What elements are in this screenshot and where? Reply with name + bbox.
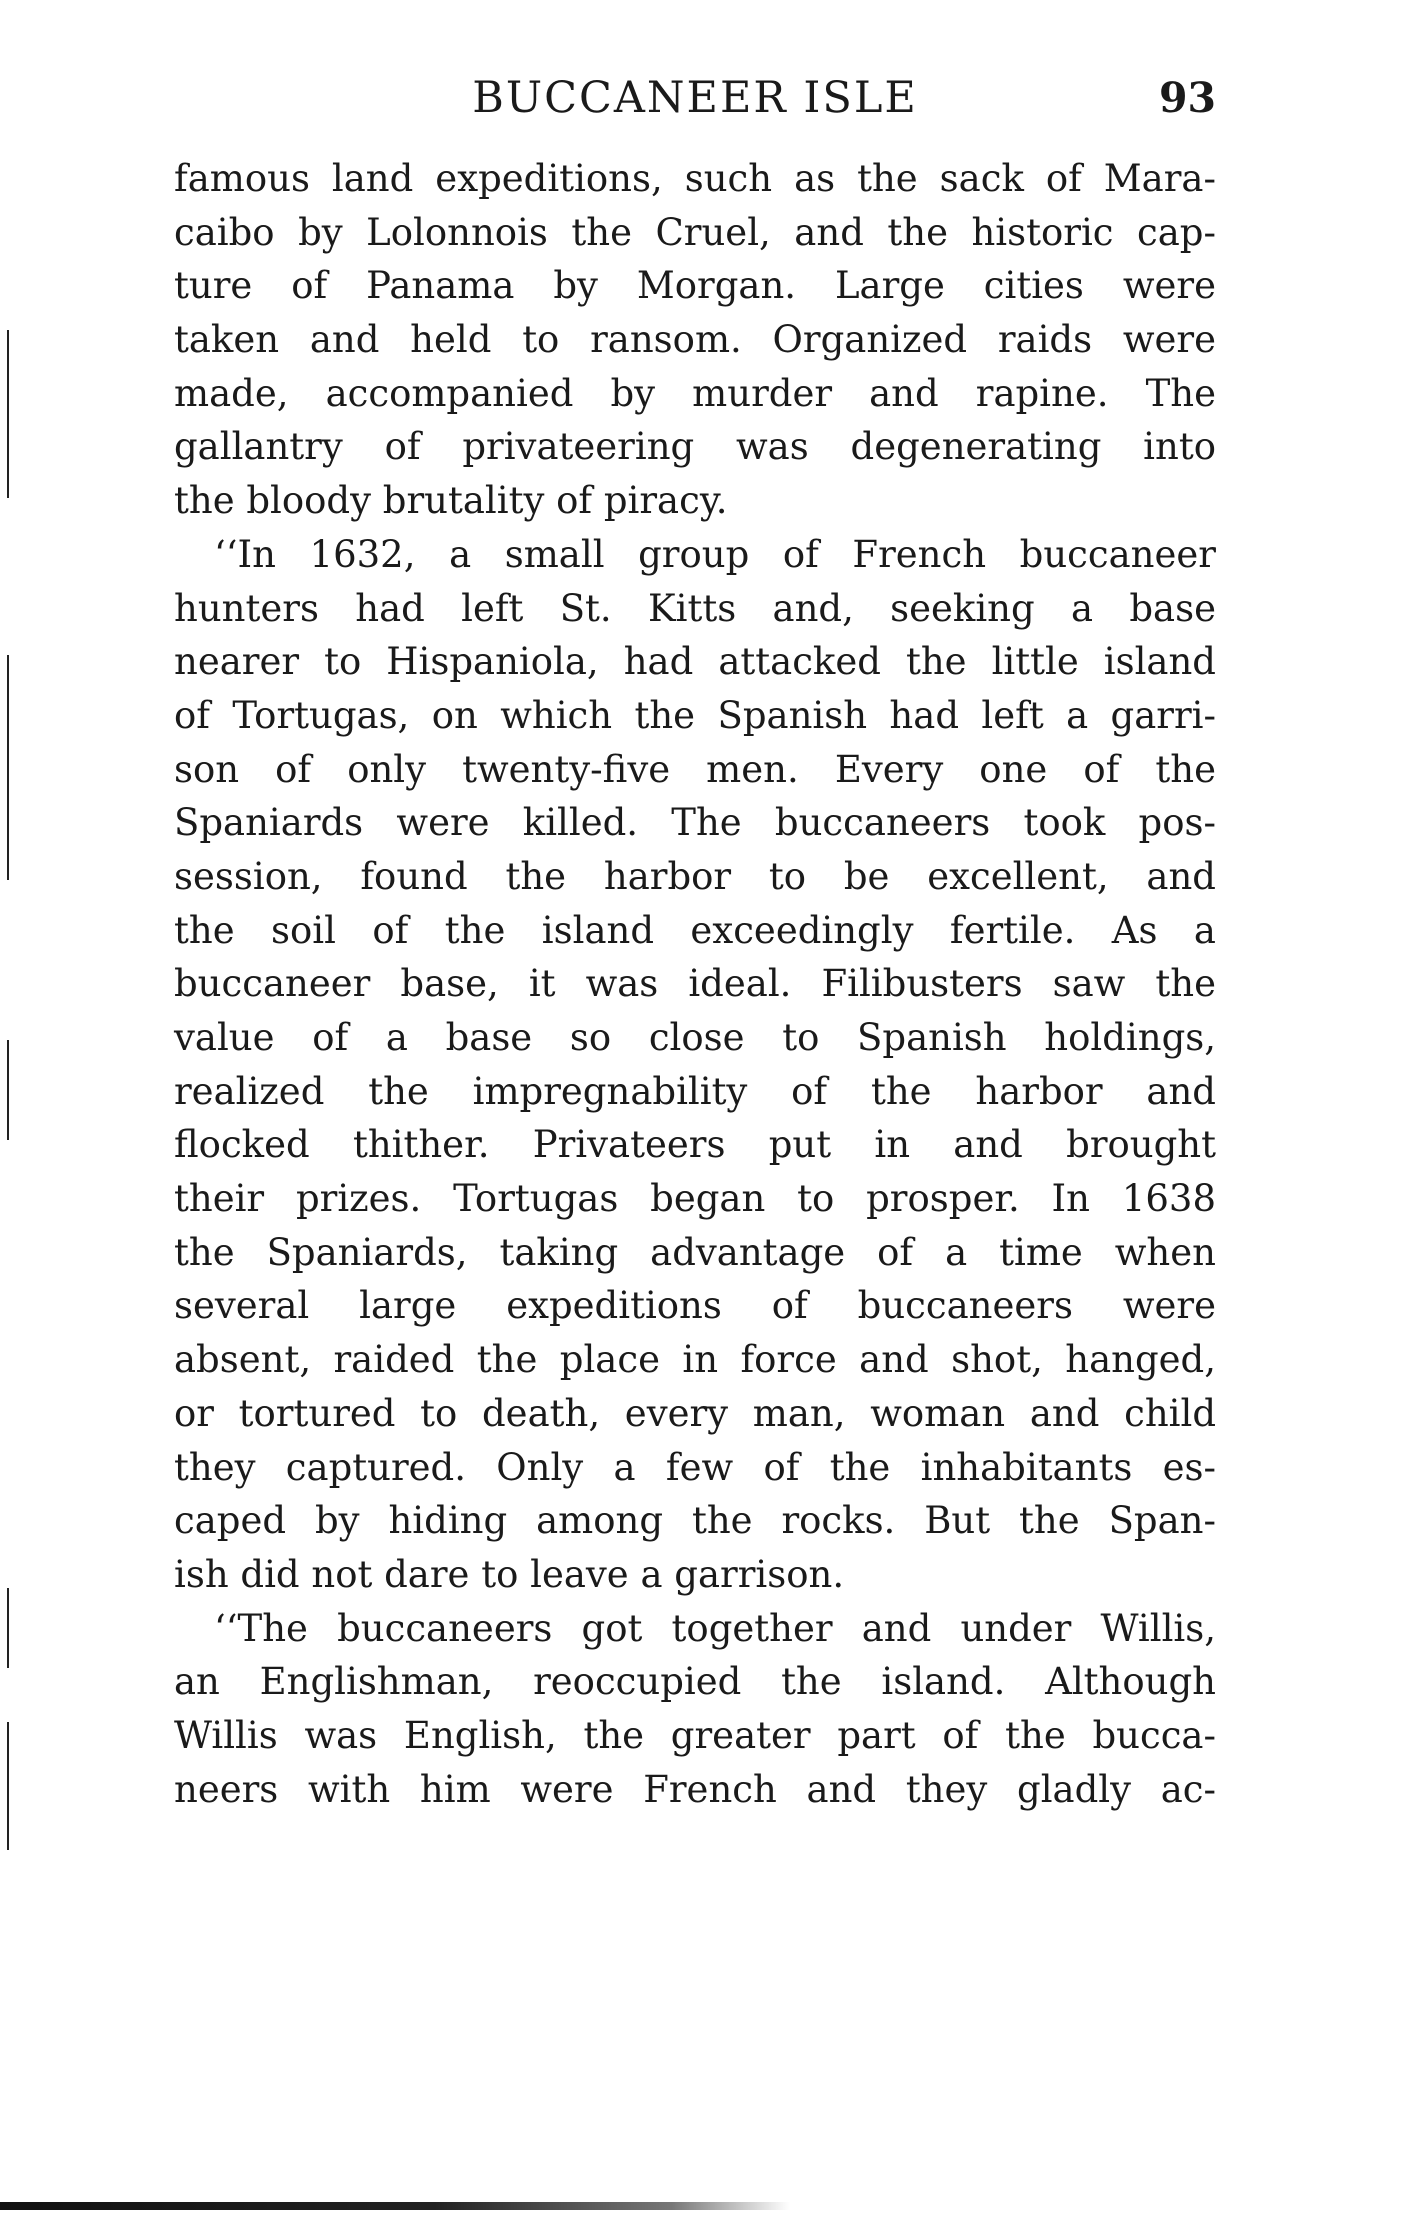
text-line: an Englishman, reoccupied the island. Although: [174, 1660, 1216, 1704]
scan-margin-mark: [7, 330, 9, 498]
scan-margin-mark: [7, 1588, 9, 1668]
text-line: the soil of the island exceedingly fertile. As a: [174, 908, 1216, 952]
running-title: BUCCANEER ISLE: [472, 73, 918, 123]
text-line: ‘‘The buccaneers got together and under Willis,: [214, 1606, 1216, 1650]
text-line: caped by hiding among the rocks. But the Span-: [174, 1499, 1216, 1543]
text-line: caibo by Lolonnois the Cruel, and the historic cap-: [174, 210, 1216, 254]
text-line: of Tortugas, on which the Spanish had left a garri-: [174, 693, 1216, 737]
body-text: [174, 152, 1216, 1816]
text-line: their prizes. Tortugas began to prosper. In 1638: [174, 1177, 1216, 1221]
text-line: gallantry of privateering was degenerating into: [174, 425, 1216, 469]
text-line: they captured. Only a few of the inhabitants es-: [174, 1445, 1216, 1489]
text-line: nearer to Hispaniola, had attacked the little island: [174, 640, 1216, 684]
text-line: Spaniards were killed. The buccaneers took pos-: [174, 801, 1216, 845]
text-line: the bloody brutality of piracy.: [174, 479, 728, 523]
paragraph-3: [174, 1602, 1216, 1817]
text-line: ture of Panama by Morgan. Large cities were: [174, 264, 1216, 308]
text-line: session, found the harbor to be excellent, and: [174, 854, 1216, 898]
text-line: neers with him were French and they gladly ac-: [174, 1767, 1216, 1811]
text-line: absent, raided the place in force and shot, hanged,: [174, 1338, 1216, 1382]
scan-bottom-rule: [0, 2202, 790, 2210]
running-head: [174, 68, 1216, 128]
text-line: value of a base so close to Spanish holdings,: [174, 1016, 1216, 1059]
text-line: ish did not dare to leave a garrison.: [174, 1552, 845, 1596]
scan-margin-mark: [7, 1722, 9, 1850]
text-line: flocked thither. Privateers put in and brought: [174, 1123, 1216, 1167]
scan-margin-mark: [7, 655, 9, 880]
paragraph-2: [174, 528, 1216, 1602]
paragraph-1: [174, 152, 1216, 528]
text-line: Willis was English, the greater part of the bucca-: [174, 1713, 1216, 1757]
page-number: 93: [1158, 74, 1216, 122]
text-line: son of only twenty-five men. Every one of the: [174, 747, 1216, 791]
text-line: or tortured to death, every man, woman and child: [174, 1391, 1216, 1435]
text-line: made, accompanied by murder and rapine. The: [174, 371, 1216, 415]
text-line: hunters had left St. Kitts and, seeking a base: [174, 586, 1216, 630]
scan-margin-mark: [7, 1040, 9, 1140]
text-line: famous land expeditions, such as the sack of Mara-: [174, 157, 1216, 200]
text-line: several large expeditions of buccaneers were: [174, 1284, 1216, 1328]
text-line: ‘‘In 1632, a small group of French buccaneer: [214, 532, 1216, 576]
text-line: taken and held to ransom. Organized raids were: [174, 318, 1216, 362]
text-line: buccaneer base, it was ideal. Filibusters saw the: [174, 962, 1216, 1006]
text-line: the Spaniards, taking advantage of a time when: [174, 1230, 1216, 1274]
text-line: realized the impregnability of the harbor and: [174, 1069, 1216, 1113]
